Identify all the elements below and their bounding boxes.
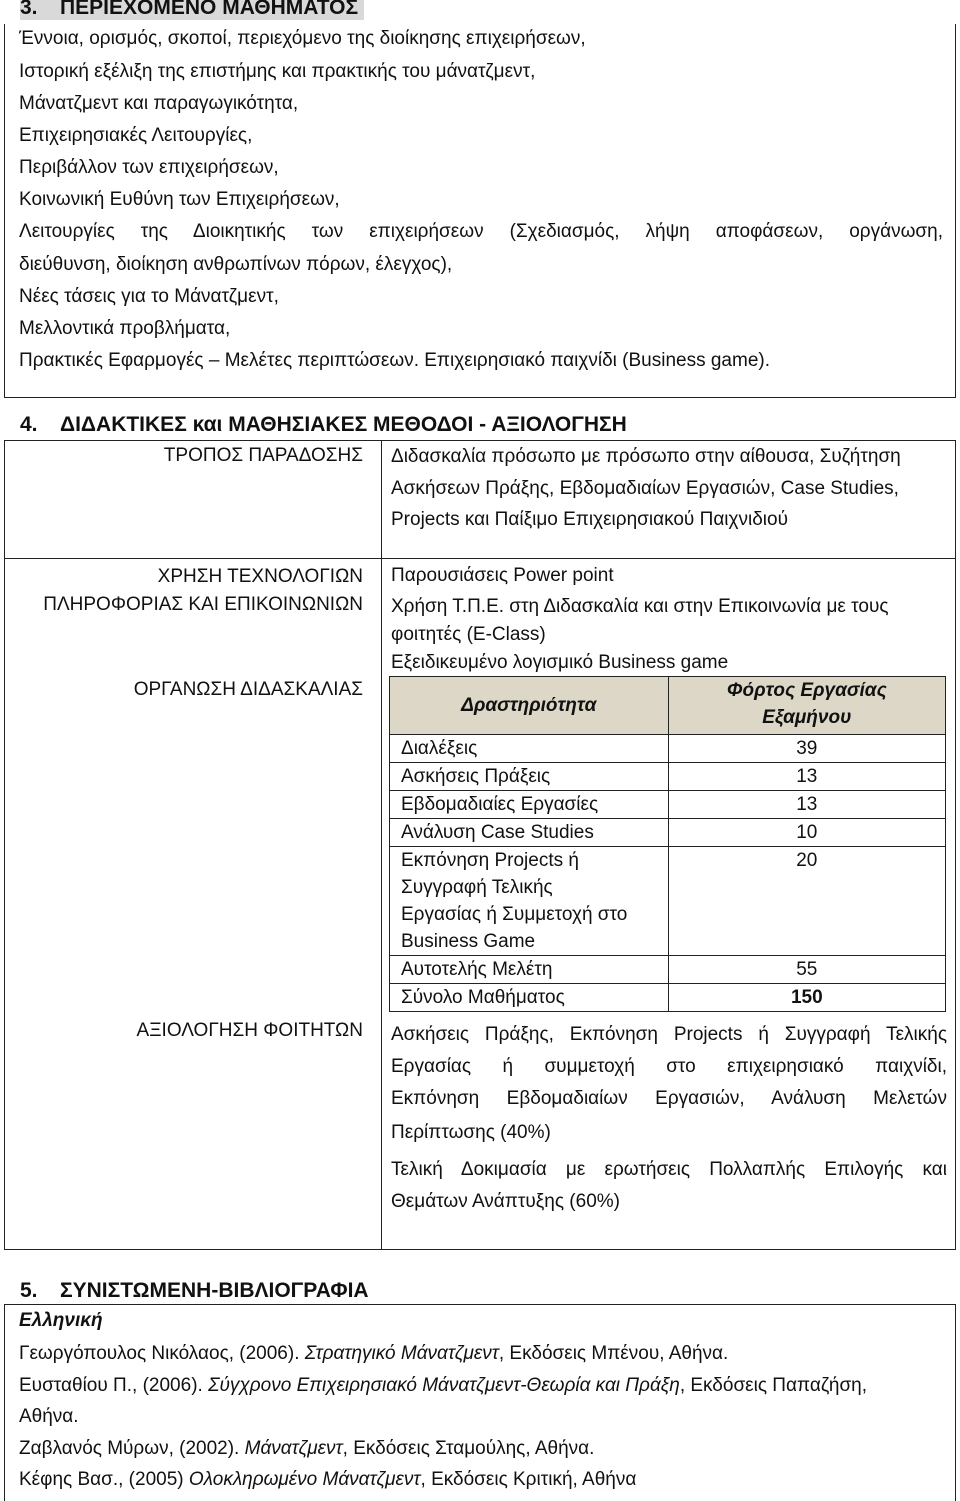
- assessment-line: Θεμάτων Ανάπτυξης (60%): [391, 1191, 620, 1212]
- column-divider: [381, 441, 382, 1249]
- ict-line: Εξειδικευμένο λογισμικό Business game: [391, 652, 729, 673]
- activity-cell-line: Business Game: [401, 931, 536, 952]
- ref-title: Σύγχρονο Επιχειρησιακό Μάνατζμεντ-Θεωρία και Πράξη: [208, 1375, 680, 1396]
- ref-title: Στρατηγικό Μάνατζμεντ: [304, 1343, 499, 1364]
- section-5-title: ΣΥΝΙΣΤΩΜΕΝΗ-ΒΙΒΛΙΟΓΡΑΦΙΑ: [60, 1279, 369, 1302]
- activity-cell-line: Εργασίας ή Συμμετοχή στο: [401, 904, 628, 925]
- content-line: Λειτουργίες της Διοικητικής των επιχειρήσεων (Σχεδιασμός, λήψη αποφάσεων, οργάνωση,: [19, 221, 943, 242]
- workload-row: [390, 735, 946, 763]
- ref-author: Κέφης Βασ., (2005): [19, 1469, 189, 1490]
- assessment-label: ΑΞΙΟΛΟΓΗΣΗ ΦΟΙΤΗΤΩΝ: [136, 1020, 363, 1041]
- workload-header-row: [390, 677, 946, 735]
- delivery-line: Projects και Παίξιμο Επιχειρησιακού Παιχνιδιού: [391, 509, 788, 530]
- load-cell: 55: [668, 956, 945, 984]
- assessment-line: Εργασίας ή συμμετοχή στο επιχειρησιακό παιχνίδι,: [391, 1056, 947, 1077]
- ict-line: φοιτητές (E-Class): [391, 624, 546, 645]
- workload-row: [390, 847, 946, 956]
- section-3-heading: [20, 0, 364, 20]
- ref-publisher: , Εκδόσεις Μπένου, Αθήνα.: [498, 1343, 729, 1364]
- bibliography-box: [4, 1304, 956, 1501]
- activity-cell-line: Συγγραφή Τελικής: [401, 877, 553, 898]
- load-header-line1: Φόρτος Εργασίας: [726, 680, 887, 701]
- workload-row: [390, 791, 946, 819]
- delivery-label: ΤΡΟΠΟΣ ΠΑΡΑΔΟΣΗΣ: [163, 445, 363, 466]
- ref-publisher: , Εκδόσεις Κριτική, Αθήνα: [420, 1469, 637, 1490]
- content-line: Νέες τάσεις για το Μάνατζμεντ,: [19, 286, 279, 307]
- load-cell: 13: [668, 763, 945, 791]
- load-cell: 13: [668, 791, 945, 819]
- activity-cell: Εβδομαδιαίες Εργασίες: [390, 791, 669, 819]
- activity-cell: Διαλέξεις: [390, 735, 669, 763]
- section-4-number: 4.: [20, 413, 38, 436]
- ref-publisher: , Εκδόσεις Παπαζήση,: [679, 1375, 868, 1396]
- workload-row: [390, 819, 946, 847]
- load-header-line2: Εξαμήνου: [762, 707, 852, 728]
- reference: [19, 1375, 867, 1397]
- workload-table: [389, 676, 946, 1012]
- content-line: διεύθυνση, διοίκηση ανθρωπίνων πόρων, έλεγχος),: [19, 254, 453, 275]
- reference: [19, 1438, 594, 1460]
- section-5-number: 5.: [20, 1279, 38, 1302]
- content-line: Μελλοντικά προβλήματα,: [19, 318, 231, 339]
- content-line: Επιχειρησιακές Λειτουργίες,: [19, 125, 253, 146]
- ict-label-line1: ΧΡΗΣΗ ΤΕΧΝΟΛΟΓΙΩΝ: [157, 566, 363, 587]
- organization-label: ΟΡΓΑΝΩΣΗ ΔΙΔΑΣΚΑΛΙΑΣ: [133, 679, 363, 700]
- load-header: [668, 677, 945, 735]
- activity-cell: [390, 847, 669, 956]
- section-5-heading: [20, 1279, 369, 1303]
- section-3-title: ΠΕΡΙΕΧΟΜΕΝΟ ΜΑΘΗΜΑΤΟΣ: [60, 0, 359, 19]
- load-cell: 39: [668, 735, 945, 763]
- content-line: Κοινωνική Ευθύνη των Επιχειρήσεων,: [19, 189, 340, 210]
- load-cell: 10: [668, 819, 945, 847]
- ref-author: Γεωργόπουλος Νικόλαος, (2006).: [19, 1343, 305, 1364]
- total-value: 150: [668, 984, 945, 1012]
- delivery-line: Διδασκαλία πρόσωπο με πρόσωπο στην αίθουσα, Συζήτηση: [391, 446, 901, 467]
- content-line: Ιστορική εξέλιξη της επιστήμης και πρακτικής του μάνατζμεντ,: [19, 61, 536, 82]
- content-line: Έννοια, ορισμός, σκοποί, περιεχόμενο της διοίκησης επιχειρήσεων,: [19, 28, 586, 49]
- course-content-box: [4, 24, 956, 398]
- ict-line: Χρήση Τ.Π.Ε. στη Διδασκαλία και στην Επικοινωνία με τους: [391, 596, 889, 617]
- ref-author: Ευσταθίου Π., (2006).: [19, 1375, 209, 1396]
- activity-cell: Αυτοτελής Μελέτη: [390, 956, 669, 984]
- assessment-line: Εκπόνηση Εβδομαδιαίων Εργασιών, Ανάλυση Μελετών: [391, 1088, 947, 1109]
- activity-cell-line: Εκπόνηση Projects ή: [401, 850, 579, 871]
- activity-cell: Ανάλυση Case Studies: [390, 819, 669, 847]
- ref-title: Μάνατζμεντ: [244, 1438, 343, 1459]
- delivery-line: Ασκήσεων Πράξης, Εβδομαδιαίων Εργασιών, Case Studies,: [391, 478, 899, 499]
- workload-total-row: [390, 984, 946, 1012]
- ict-line: Παρουσιάσεις Power point: [391, 565, 614, 586]
- row-divider: [381, 558, 955, 559]
- content-line: Περιβάλλον των επιχειρήσεων,: [19, 157, 279, 178]
- total-label: Σύνολο Μαθήματος: [390, 984, 669, 1012]
- section-3-number: 3.: [20, 0, 38, 19]
- workload-row: [390, 956, 946, 984]
- section-4-title: ΔΙΔΑΚΤΙΚΕΣ και ΜΑΘΗΣΙΑΚΕΣ ΜΕΘΟΔΟΙ - ΑΞΙΟΛΟΓΗΣΗ: [60, 413, 627, 436]
- row-divider: [5, 558, 381, 559]
- ref-publisher: , Εκδόσεις Σταμούλης, Αθήνα.: [342, 1438, 595, 1459]
- assessment-line: Ασκήσεις Πράξης, Εκπόνηση Projects ή Συγγραφή Τελικής: [391, 1024, 947, 1045]
- content-line: Πρακτικές Εφαρμογές – Μελέτες περιπτώσεων. Επιχειρησιακό παιχνίδι (Business game).: [19, 350, 770, 371]
- reference-continuation: Αθήνα.: [19, 1406, 79, 1427]
- bibliography-subtitle: Ελληνική: [19, 1310, 103, 1331]
- assessment-line: Περίπτωσης (40%): [391, 1122, 551, 1143]
- assessment-line: Τελική Δοκιμασία με ερωτήσεις Πολλαπλής Επιλογής και: [391, 1159, 947, 1180]
- activity-cell: Ασκήσεις Πράξεις: [390, 763, 669, 791]
- ref-title: Ολοκληρωμένο Μάνατζμεντ: [188, 1469, 421, 1490]
- activity-header: Δραστηριότητα: [390, 677, 669, 735]
- ict-label-line2: ΠΛΗΡΟΦΟΡΙΑΣ ΚΑΙ ΕΠΙΚΟΙΝΩΝΙΩΝ: [43, 594, 363, 615]
- reference: [19, 1469, 636, 1491]
- load-cell: 20: [668, 847, 945, 956]
- reference: [19, 1343, 728, 1365]
- ref-author: Ζαβλανός Μύρων, (2002).: [19, 1438, 245, 1459]
- section-3-heading-band: [20, 0, 364, 20]
- workload-row: [390, 763, 946, 791]
- content-line: Μάνατζμεντ και παραγωγικότητα,: [19, 93, 299, 114]
- section-4-heading: [20, 413, 627, 437]
